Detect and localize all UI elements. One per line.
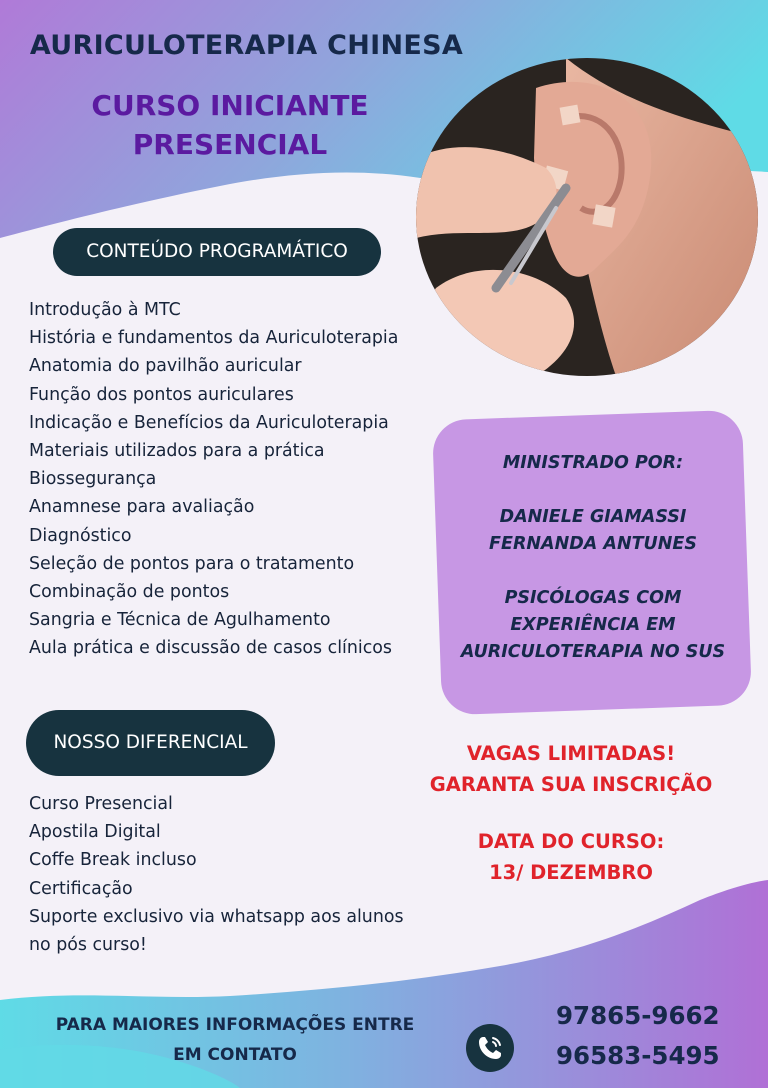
- vagas-line-1: VAGAS LIMITADAS!: [466, 742, 676, 765]
- list-item: Curso Presencial: [29, 794, 173, 814]
- list-item: Função dos pontos auriculares: [29, 384, 294, 405]
- subtitle-line-1: CURSO INICIANTE: [91, 89, 369, 122]
- list-item: Combinação de pontos: [29, 581, 230, 602]
- instructor-desc-line-1: PSICÓLOGAS COM: [504, 588, 682, 608]
- contact-text: [30, 1010, 440, 1070]
- phone-numbers: [556, 996, 726, 1076]
- list-item: Seleção de pontos para o tratamento: [29, 553, 355, 574]
- subtitle-line-2: PRESENCIAL: [132, 128, 328, 161]
- phone-number-2[interactable]: 96583-5495: [556, 1041, 720, 1070]
- list-item: Indicação e Benefícios da Auriculoterapia: [29, 412, 389, 433]
- ear-acupuncture-photo: [416, 58, 758, 376]
- list-item: Introdução à MTC: [29, 300, 181, 320]
- date-value: 13/ DEZEMBRO: [489, 861, 653, 884]
- contact-line-1: PARA MAIORES INFORMAÇÕES ENTRE: [55, 1015, 415, 1035]
- differential-section-label: NOSSO DIFERENCIAL: [26, 710, 275, 776]
- differential-list: [29, 790, 429, 959]
- course-subtitle: [40, 86, 420, 164]
- instructor-name-1: DANIELE GIAMASSI: [499, 507, 687, 527]
- limited-spots-notice: [410, 738, 732, 800]
- course-date: [410, 826, 732, 888]
- instructor-desc-line-2: EXPERIÊNCIA EM: [510, 615, 676, 635]
- list-item: Certificação: [29, 878, 133, 899]
- list-item: Coffe Break incluso: [29, 850, 197, 871]
- list-item: Biossegurança: [29, 469, 157, 490]
- list-item: História e fundamentos da Auriculoterapia: [29, 328, 399, 349]
- list-item: Anamnese para avaliação: [29, 497, 255, 518]
- list-item: Materiais utilizados para a prática: [29, 440, 325, 461]
- instructor-desc-line-3: AURICULOTERAPIA NO SUS: [460, 642, 726, 662]
- vagas-line-2: GARANTA SUA INSCRIÇÃO: [429, 773, 713, 796]
- date-label: DATA DO CURSO:: [477, 830, 665, 853]
- content-list: [29, 296, 398, 662]
- contact-line-2: EM CONTATO: [173, 1045, 297, 1065]
- list-item: Aula prática e discussão de casos clínicos: [29, 638, 392, 659]
- instructor-heading: MINISTRADO POR:: [502, 453, 684, 473]
- instructor-info: [443, 450, 743, 666]
- list-item: Suporte exclusivo via whatsapp aos alunos no pós curso!: [29, 906, 404, 955]
- phone-number-1[interactable]: 97865-9662: [556, 1001, 720, 1030]
- list-item: Anatomia do pavilhão auricular: [29, 356, 302, 377]
- list-item: Diagnóstico: [29, 525, 132, 546]
- phone-icon[interactable]: [466, 1024, 514, 1072]
- list-item: Sangria e Técnica de Agulhamento: [29, 610, 331, 631]
- content-section-label: CONTEÚDO PROGRAMÁTICO: [53, 228, 381, 276]
- list-item: Apostila Digital: [29, 822, 161, 843]
- instructor-name-2: FERNANDA ANTUNES: [489, 534, 697, 554]
- page-title: AURICULOTERAPIA CHINESA: [29, 30, 464, 61]
